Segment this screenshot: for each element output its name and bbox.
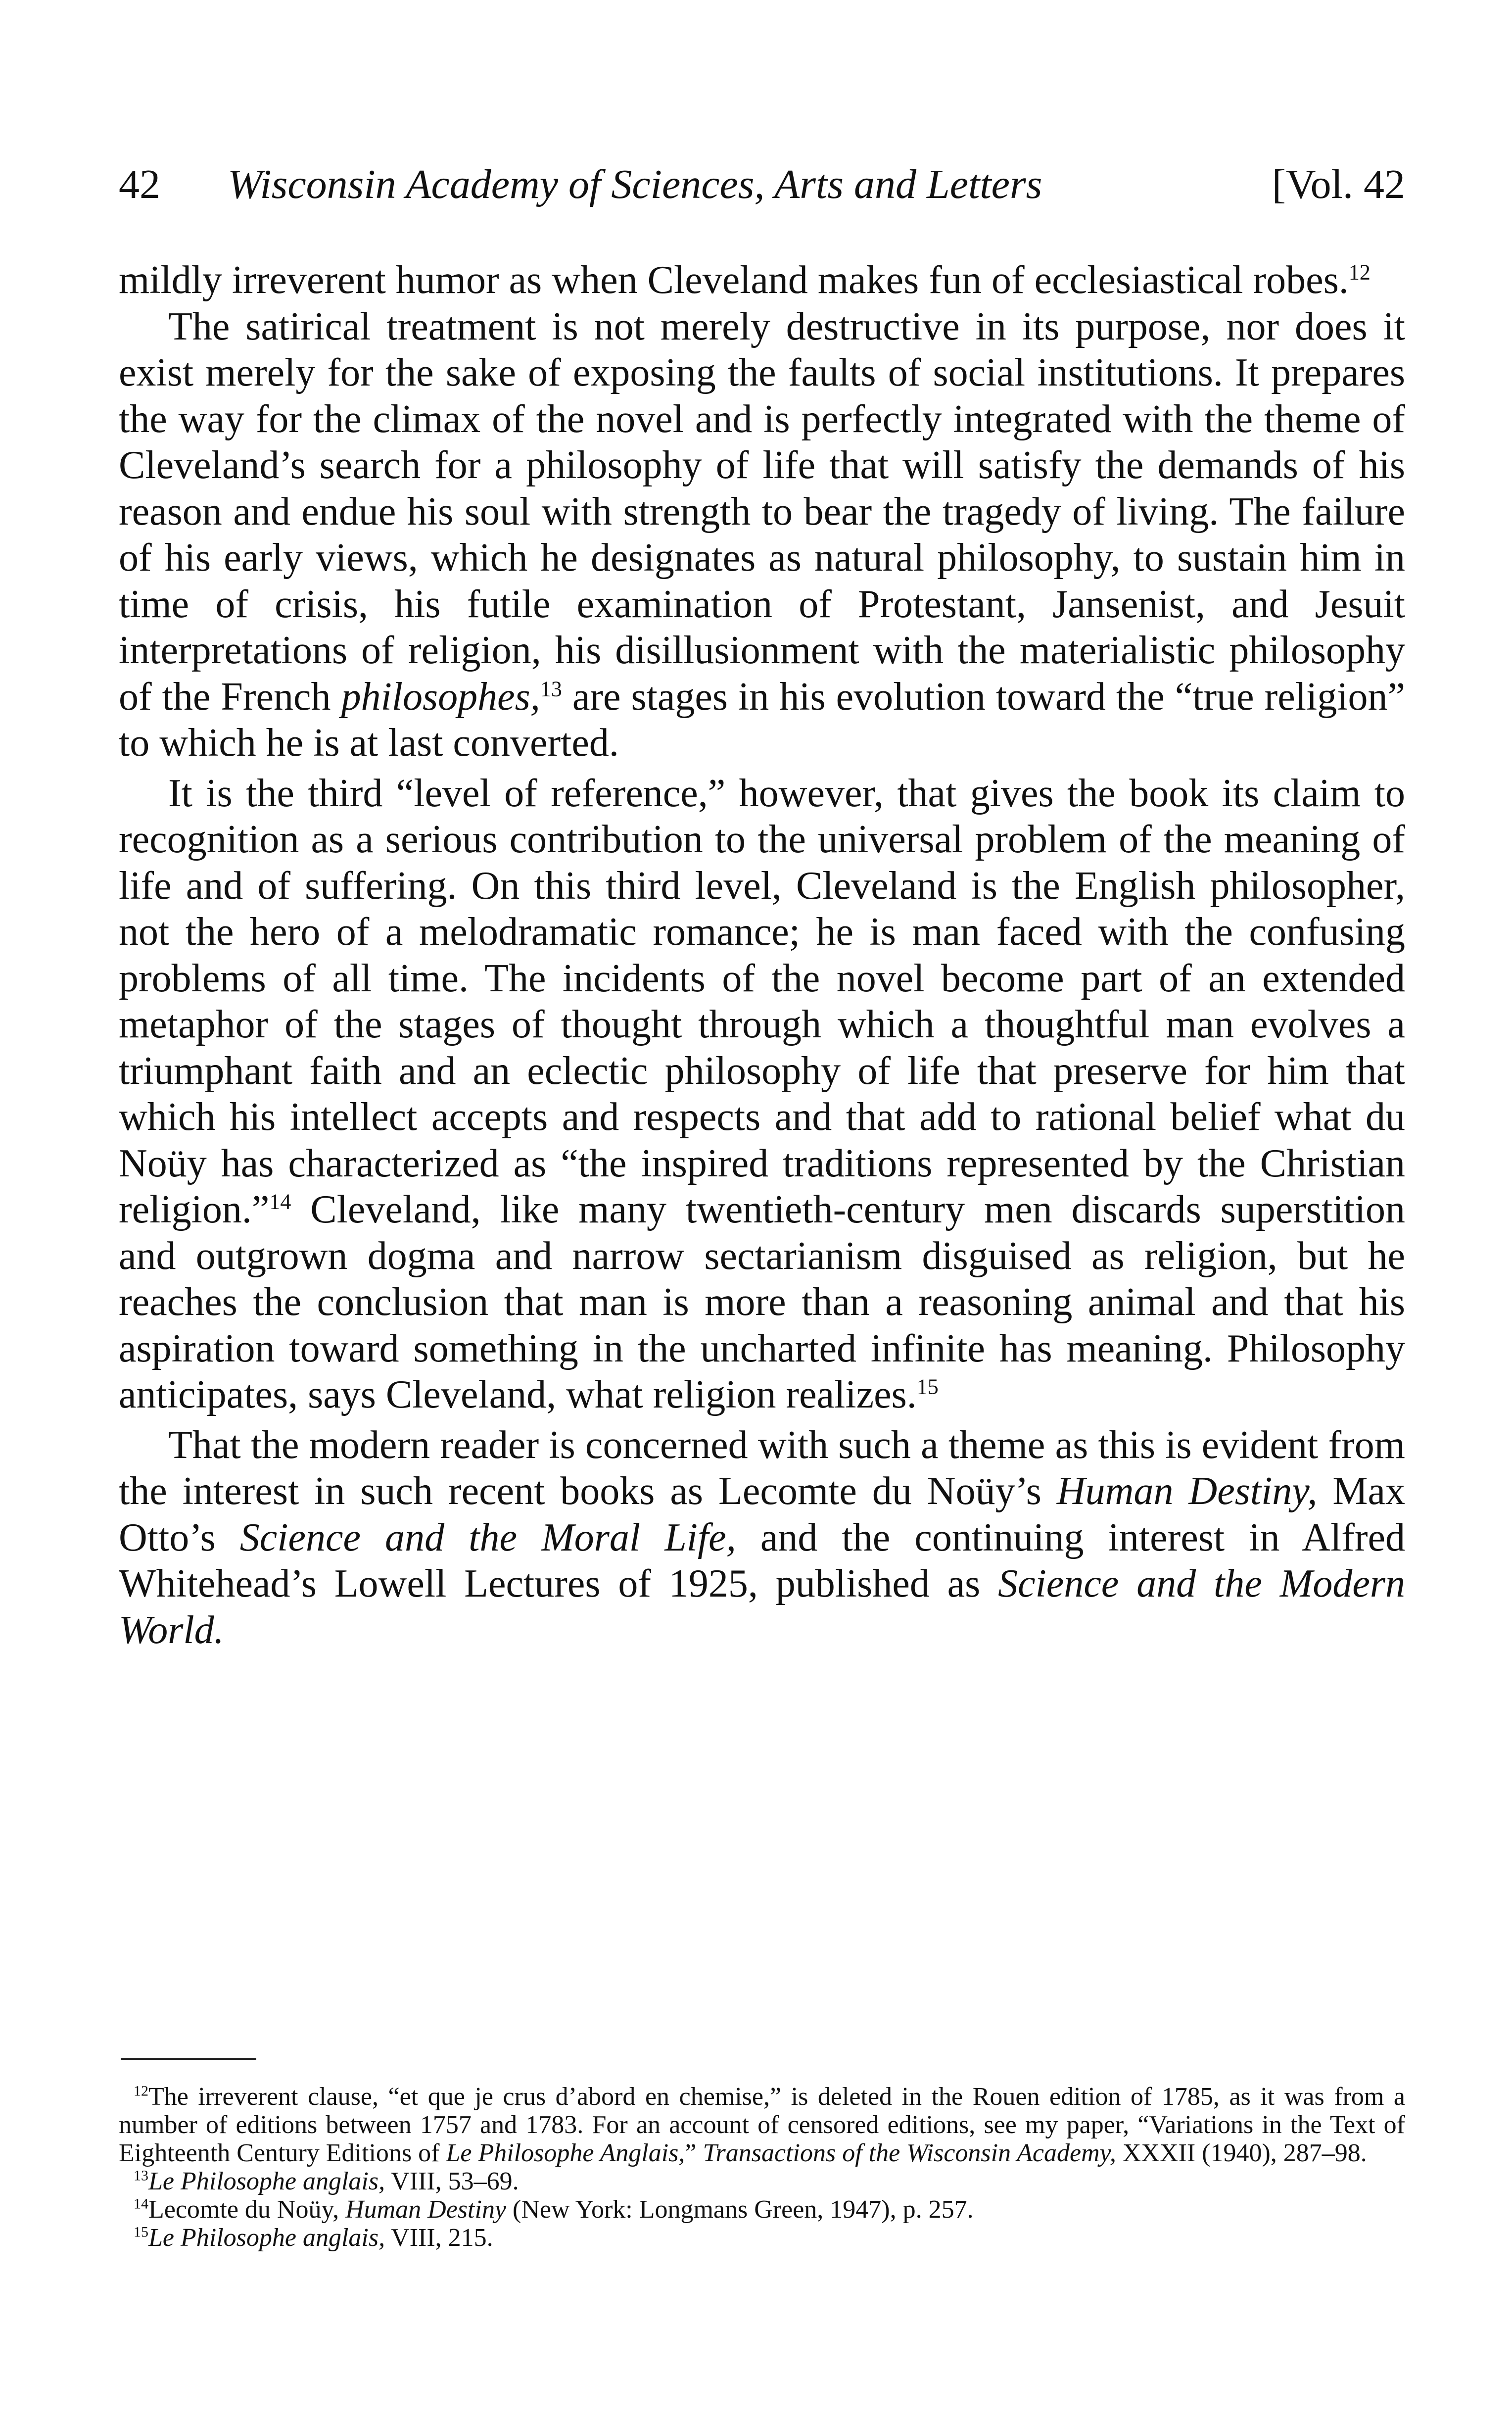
footnote-divider [121,2058,256,2060]
paragraph-4-text-a: That the modern reader is concerned with such a theme as this is evident from the interest in such recent books as Lecomte du Noüy’s [119,1423,1405,1513]
footnote-13-text: VIII, 53–69. [385,2167,519,2195]
running-head [119,157,1405,212]
footnote-12 [119,2083,1405,2167]
footnote-15-text: VIII, 215. [385,2224,493,2252]
paragraph-4-text-b: Max Otto’s [119,1469,1405,1559]
paragraph-2-text-a: The satirical treatment is not merely destructive in its purpose, nor does it exist merely for the sake of exposing the faults of social institutions. It prepares the way for the climax of the novel and is perfectly integrated with the theme of Cleveland’s search for a philosophy of life that will satisfy the demands of his reason and endue his soul with strength to bear the tragedy of living. The failure of his early views, which he designates as natural philosophy, to sustain him in time of crisis, his futile examination of Protestant, Jansenist, and Jesuit interpretations of religion, his disillusionment with the materialistic philosophy of the French [119,304,1405,719]
footnote-12-text-a: The irreverent clause, “et que je crus d’abord en chemise,” is deleted in the Rouen edition of 1785, as it was from a number of editions between 1757 and 1783. For an account of censored editions, see my paper, “Variations in the Text of Eighteenth Century Editions of [119,2083,1405,2167]
footnote-15-italic: Le Philosophe anglais, [148,2224,385,2252]
paragraph-2-italic: philosophes, [341,675,540,719]
paragraph-2-text-b: are stages in his evolution toward the “true religion” to which he is at last converted. [119,675,1405,765]
footnote-15 [119,2224,1405,2252]
book-title-human-destiny: Human Destiny, [1056,1469,1318,1513]
footnote-mark-14: 14 [134,2195,148,2212]
book-title-science-modern-world: Science and the Modern World. [119,1562,1405,1652]
paragraph-3-text-b: Cleveland, like many twentieth-century men discards superstition and outgrown dogma and narrow sectarianism disguised as religion, but he reaches the conclusion that man is more than a reasoning animal and that his aspiration toward something in the uncharted infinite has meaning. Philosophy anticipates, says Cleveland, what religion realizes. [119,1188,1405,1416]
footnote-12-text-c: XXXII (1940), 287–98. [1116,2139,1367,2167]
paragraph-2 [119,304,1405,767]
footnote-12-italic-2: Transactions of the Wisconsin Academy, [703,2139,1116,2167]
footnote-12-text-b: ” [685,2139,703,2167]
footnote-14 [119,2195,1405,2224]
footnote-14-text-b: (New York: Longmans Green, 1947), p. 257. [506,2195,974,2224]
footnote-ref-15[interactable]: 15 [916,1374,939,1399]
footnote-mark-12: 12 [134,2083,148,2099]
body-text [119,257,1405,1653]
book-title-science-moral-life: Science and the Moral Life, [239,1515,736,1559]
paragraph-1 [119,257,1405,304]
footnote-ref-12[interactable]: 12 [1348,260,1370,285]
paragraph-1-text: mildly irreverent humor as when Cleveland makes fun of ecclesiastical robes. [119,258,1349,302]
footnotes [119,2083,1405,2252]
footnote-mark-15: 15 [134,2224,148,2240]
footnote-13 [119,2167,1405,2195]
paragraph-4 [119,1422,1405,1654]
footnote-mark-13: 13 [134,2167,148,2184]
footnote-12-italic-1: Le Philosophe Anglais, [446,2139,685,2167]
footnote-ref-13[interactable]: 13 [540,676,562,701]
footnote-14-italic: Human Destiny [345,2195,507,2224]
footnote-13-italic: Le Philosophe anglais, [148,2167,385,2195]
paragraph-3 [119,771,1405,1418]
paragraph-3-text-a: It is the third “level of reference,” however, that gives the book its claim to recognition as a serious contribution to the universal problem of the meaning of life and of suffering. On this third level, Cleveland is the English philosopher, not the hero of a melodramatic romance; he is man faced with the confusing problems of all time. The incidents of the novel become part of an extended metaphor of the stages of thought through which a thoughtful man evolves a triumphant faith and an eclectic philosophy of life that preserve for him that which his intellect accepts and respects and that add to rational belief what du Noüy has characterized as “the inspired traditions represented by the Christian religion.” [119,771,1405,1231]
page-number: 42 [119,161,160,207]
volume-label: [Vol. 42 [1272,161,1405,207]
paragraph-4-text-c: and the continuing interest in Alfred Whitehead’s Lowell Lectures of 1925, published as [119,1515,1405,1605]
journal-title: Wisconsin Academy of Sciences, Arts and Letters [228,161,1042,207]
footnote-14-text-a: Lecomte du Noüy, [148,2195,346,2224]
footnote-ref-14[interactable]: 14 [269,1189,291,1214]
